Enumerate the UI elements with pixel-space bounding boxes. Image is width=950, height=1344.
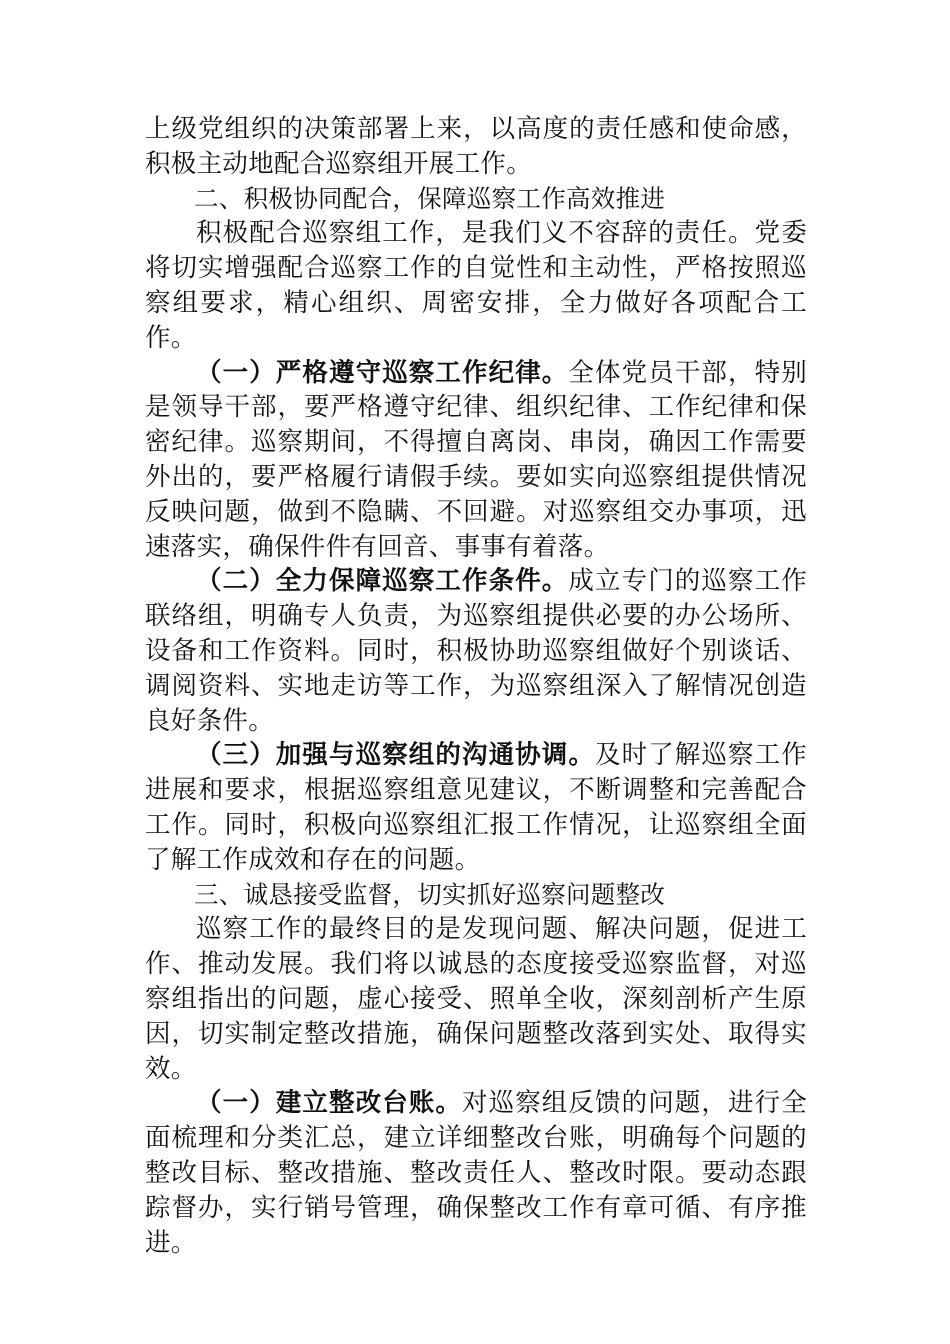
sub-title: （一）建立整改台账。 [196,1088,462,1119]
sub-title: （二）全力保障巡察工作条件。 [196,566,569,597]
sub-title: （三）加强与巡察组的沟通协调。 [196,740,595,771]
sub-body: 对巡察组反馈的问题，进行全面梳理和分类汇总，建立详细整改台账，明确每个问题的整改目标、整改措施、整改责任人、整改时限。要动态跟踪督办，实行销号管理，确保整改工作有章可循、有序推进。 [145,1088,807,1258]
paragraph-continuation: 上级党组织的决策部署上来，以高度的责任感和使命感，积极主动地配合巡察组开展工作。 [145,114,807,179]
sub-body: 成立专门的巡察工作联络组，明确专人负责，为巡察组提供必要的办公场所、设备和工作资料。同时，积极协助巡察组做好个别谈话、调阅资料、实地走访等工作，为巡察组深入了解情况创造良好条件。 [145,566,808,736]
sub-body: 全体党员干部，特别是领导干部，要严格遵守纪律、组织纪律、工作纪律和保密纪律。巡察期间，不得擅自离岗、串岗，确因工作需要外出的，要严格履行请假手续。要如实向巡察组提供情况反映问题，做到不隐瞒、不回避。对巡察组交办事项，迅速落实，确保件件有回音、事事有着落。 [145,357,808,562]
section-heading-2: 二、积极协同配合，保障巡察工作高效推进 [194,183,666,213]
document-page [145,112,807,1260]
sub-title: （一）严格遵守巡察工作纪律。 [196,357,569,388]
paragraph-intro-2: 积极配合巡察组工作，是我们义不容辞的责任。党委将切实增强配合巡察工作的自觉性和主动性，严格按照巡察组要求，精心组织、周密安排，全力做好各项配合工作。 [145,218,807,353]
paragraph-intro-3: 巡察工作的最终目的是发现问题、解决问题，促进工作、推动发展。我们将以诚恳的态度接受巡察监督，对巡察组指出的问题，虚心接受、照单全收，深刻剖析产生原因，切实制定整改措施，确保问题整改落到实处、取得实效。 [145,914,807,1084]
sub-body: 及时了解巡察工作进展和要求，根据巡察组意见建议，不断调整和完善配合工作。同时，积极向巡察组汇报工作情况，让巡察组全面了解工作成效和存在的问题。 [145,740,807,875]
paragraph-sub-2-2 [145,564,807,738]
paragraph-sub-3-1 [145,1086,807,1260]
section-heading-3: 三、诚恳接受监督，切实抓好巡察问题整改 [194,879,666,909]
paragraph-sub-2-3 [145,738,807,877]
paragraph-sub-2-1 [145,356,807,565]
